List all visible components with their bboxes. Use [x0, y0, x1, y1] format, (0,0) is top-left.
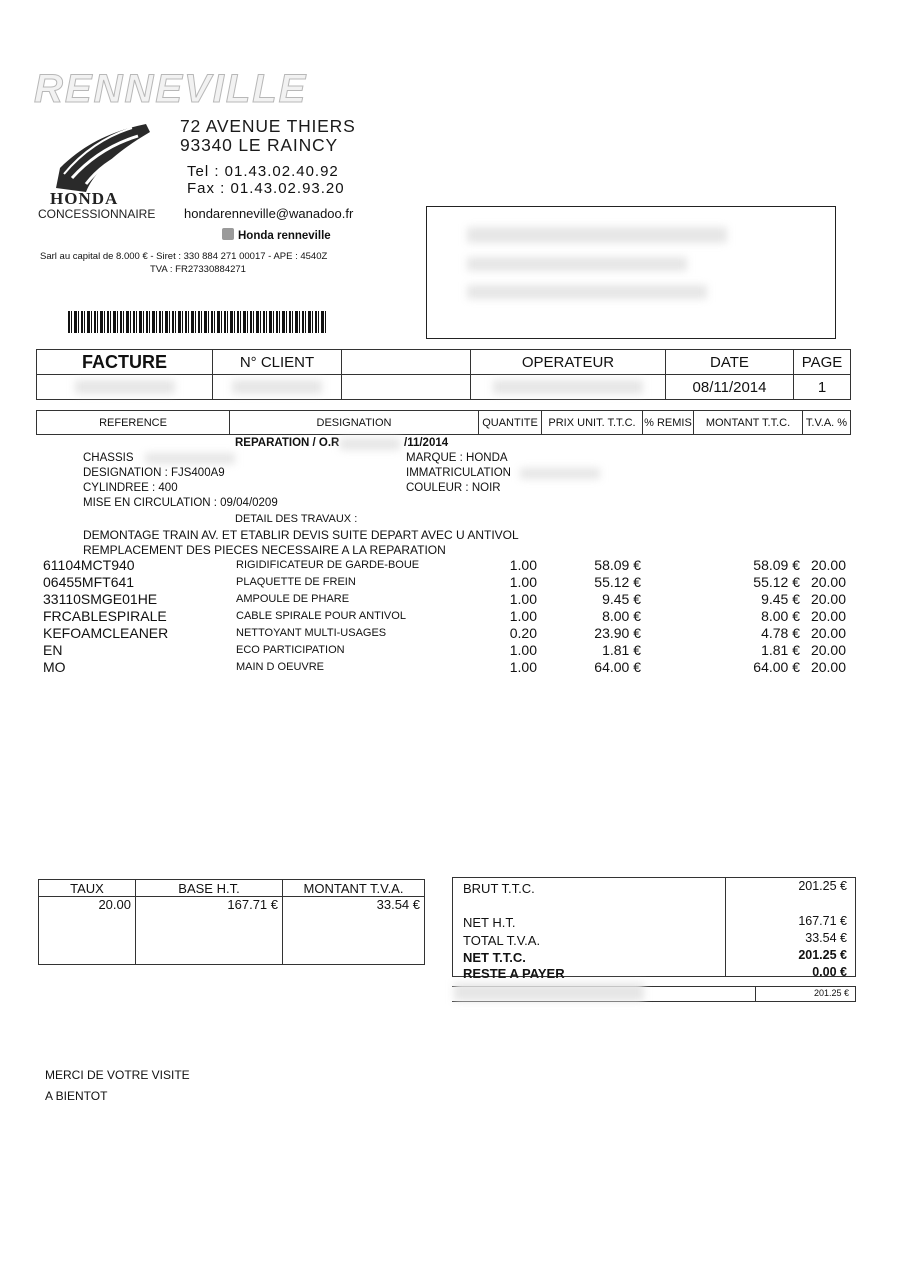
line-item	[0, 574, 906, 591]
line-designation: CABLE SPIRALE POUR ANTIVOL	[236, 610, 406, 622]
brut-label: BRUT T.T.C.	[463, 881, 535, 896]
col-remise: % REMIS	[643, 411, 694, 435]
line-tva: 20.00	[810, 625, 846, 641]
honda-logo-text: HONDA	[50, 189, 119, 208]
line-montant: 4.78 €	[761, 625, 800, 641]
page-label: PAGE	[794, 350, 851, 375]
line-montant: 1.81 €	[761, 642, 800, 658]
line-prix: 9.45 €	[602, 591, 641, 607]
vat-taux-header: TAUX	[39, 880, 136, 897]
line-tva: 20.00	[810, 574, 846, 590]
invoice-date: 08/11/2014	[666, 375, 794, 400]
line-designation: NETTOYANT MULTI-USAGES	[236, 627, 387, 639]
line-item	[0, 591, 906, 608]
line-montant: 58.09 €	[753, 557, 800, 573]
barcode	[68, 311, 326, 333]
vat-summary-table	[38, 879, 425, 965]
col-tva: T.V.A. %	[803, 411, 851, 435]
tel-line: Tel : 01.43.02.40.92	[187, 163, 339, 180]
line-prix: 64.00 €	[594, 659, 641, 675]
line-item	[0, 642, 906, 659]
line-designation: PLAQUETTE DE FREIN	[236, 576, 356, 588]
line-tva: 20.00	[810, 608, 846, 624]
line-item	[0, 625, 906, 642]
line-item	[0, 557, 906, 574]
vehicle-designation: DESIGNATION : FJS400A9	[83, 467, 225, 479]
reste-value: 0.00 €	[812, 965, 847, 979]
net-ttc-value: 201.25 €	[798, 948, 847, 962]
net-ht-value: 167.71 €	[798, 914, 847, 928]
line-prix: 23.90 €	[594, 625, 641, 641]
line-prix: 55.12 €	[594, 574, 641, 590]
line-prix: 1.81 €	[602, 642, 641, 658]
line-ref: 33110SMGE01HE	[43, 591, 158, 607]
reste-label: RESTE A PAYER	[463, 966, 565, 981]
customer-address-box	[426, 206, 836, 339]
repair-title: REPARATION / O.R	[235, 437, 340, 449]
client-label: N° CLIENT	[213, 350, 342, 375]
client-number-cell	[213, 375, 342, 400]
line-montant: 9.45 €	[761, 591, 800, 607]
vehicle-immat: IMMATRICULATION	[406, 467, 511, 479]
line-tva: 20.00	[810, 557, 846, 573]
line-qte: 1.00	[509, 591, 537, 607]
payment-row	[452, 986, 856, 1002]
vat-base-header: BASE H.T.	[136, 880, 283, 897]
line-ref: MO	[43, 659, 66, 675]
page-number: 1	[794, 375, 851, 400]
dealer-address	[180, 117, 356, 155]
operateur-label: OPERATEUR	[471, 350, 666, 375]
line-montant: 55.12 €	[753, 574, 800, 590]
line-designation: ECO PARTICIPATION	[236, 644, 345, 656]
facebook-icon	[222, 228, 234, 240]
line-designation: AMPOULE DE PHARE	[236, 593, 350, 605]
line-ref: EN	[43, 642, 63, 658]
line-prix: 8.00 €	[602, 608, 641, 624]
line-designation: RIGIDIFICATEUR DE GARDE-BOUE	[236, 559, 420, 571]
line-qte: 1.00	[509, 557, 537, 573]
vat-montant-header: MONTANT T.V.A.	[283, 880, 425, 897]
col-montant: MONTANT T.T.C.	[694, 411, 803, 435]
line-qte: 0.20	[509, 625, 537, 641]
payment-amount: 201.25 €	[813, 988, 849, 998]
line-tva: 20.00	[810, 659, 846, 675]
fax-line: Fax : 01.43.02.93.20	[187, 180, 345, 197]
line-ref: 06455MFT641	[43, 574, 135, 590]
concessionnaire-text: CONCESSIONNAIRE	[38, 207, 156, 221]
line-qte: 1.00	[509, 659, 537, 675]
line-qte: 1.00	[509, 608, 537, 624]
detail-line-2: REMPLACEMENT DES PIECES NECESSAIRE A LA REPARATION	[83, 543, 446, 557]
line-montant: 8.00 €	[761, 608, 800, 624]
invoice-number-cell	[37, 375, 213, 400]
line-tva: 20.00	[810, 642, 846, 658]
honda-wing-icon	[46, 122, 156, 194]
col-designation: DESIGNATION	[230, 411, 479, 435]
vehicle-circulation: MISE EN CIRCULATION : 09/04/0209	[83, 497, 278, 509]
dealer-email: hondarenneville@wanadoo.fr	[184, 206, 354, 221]
vat-taux-value: 20.00	[39, 897, 136, 965]
totals-box	[452, 877, 856, 981]
dealer-facebook	[222, 228, 331, 242]
invoice-header	[36, 349, 851, 400]
col-reference: REFERENCE	[37, 411, 230, 435]
line-qte: 1.00	[509, 642, 537, 658]
total-tva-value: 33.54 €	[805, 931, 847, 945]
vehicle-marque: MARQUE : HONDA	[406, 452, 508, 464]
dealer-phone	[187, 163, 345, 197]
vat-number: TVA : FR27330884271	[150, 264, 246, 275]
address-line-2: 93340 LE RAINCY	[180, 135, 338, 155]
brand-logo: RENNEVILLE	[34, 67, 308, 111]
lines-header	[36, 410, 851, 435]
brut-value: 201.25 €	[798, 879, 847, 893]
line-item	[0, 659, 906, 676]
line-prix: 58.09 €	[594, 557, 641, 573]
line-tva: 20.00	[810, 591, 846, 607]
line-ref: 61104MCT940	[43, 557, 135, 573]
line-item	[0, 608, 906, 625]
vat-base-value: 167.71 €	[136, 897, 283, 965]
legal-info: Sarl au capital de 8.000 € - Siret : 330 884 271 00017 - APE : 4540Z	[40, 251, 328, 262]
line-ref: FRCABLESPIRALE	[43, 608, 167, 624]
col-quantite: QUANTITE	[479, 411, 542, 435]
line-designation: MAIN D OEUVRE	[236, 661, 325, 673]
net-ht-label: NET H.T.	[463, 915, 516, 930]
thank-you: MERCI DE VOTRE VISITE	[45, 1068, 190, 1082]
total-tva-label: TOTAL T.V.A.	[463, 933, 541, 948]
facture-title: FACTURE	[37, 350, 213, 375]
address-line-1: 72 AVENUE THIERS	[180, 116, 356, 136]
vat-montant-value: 33.54 €	[283, 897, 425, 965]
detail-line-1: DEMONTAGE TRAIN AV. ET ETABLIR DEVIS SUITE DEPART AVEC U ANTIVOL	[83, 528, 519, 542]
see-you: A BIENTOT	[45, 1089, 108, 1103]
facebook-label: Honda renneville	[238, 230, 331, 242]
repair-date: /11/2014	[404, 437, 449, 449]
line-ref: KEFOAMCLEANER	[43, 625, 169, 641]
operator-cell	[471, 375, 666, 400]
date-label: DATE	[666, 350, 794, 375]
line-qte: 1.00	[509, 574, 537, 590]
vehicle-couleur: COULEUR : NOIR	[406, 482, 501, 494]
vehicle-cylindree: CYLINDREE : 400	[83, 482, 178, 494]
net-ttc-label: NET T.T.C.	[463, 950, 526, 965]
chassis-label: CHASSIS	[83, 452, 134, 464]
col-prix-unit: PRIX UNIT. T.T.C.	[542, 411, 643, 435]
line-montant: 64.00 €	[753, 659, 800, 675]
detail-title: DETAIL DES TRAVAUX :	[235, 513, 358, 525]
